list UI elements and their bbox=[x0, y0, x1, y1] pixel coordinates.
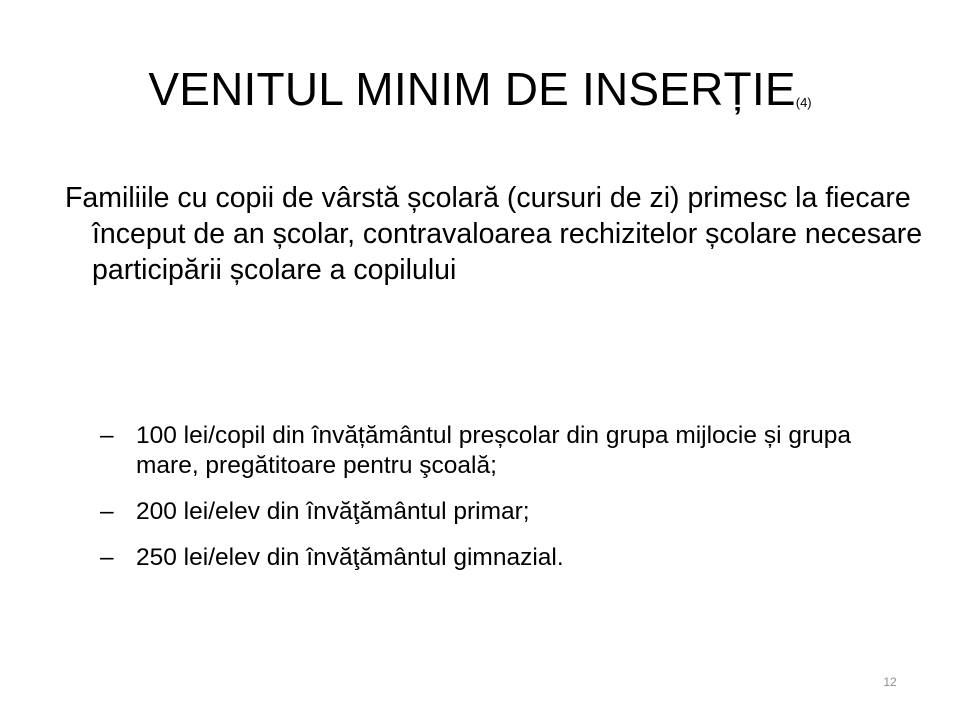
dash-bullet: – bbox=[100, 544, 114, 571]
slide-title bbox=[0, 62, 960, 117]
dash-bullet: – bbox=[100, 498, 114, 525]
slide-title-superscript: (4) bbox=[795, 95, 812, 110]
body-paragraph: Familiile cu copii de vârstă școlară (cursuri de zi) primesc la fiecare început de an școlar, contravaloarea rechizitelor școlare necesare participării școlare a copilului bbox=[65, 182, 923, 286]
dash-bullet: – bbox=[100, 422, 114, 449]
list-item-text: 250 lei/elev din învăţământul gimnazial. bbox=[136, 544, 564, 571]
list-item-text: 200 lei/elev din învăţământul primar; bbox=[136, 498, 530, 525]
page-number: 12 bbox=[883, 675, 897, 689]
slide-body bbox=[65, 180, 925, 288]
list-item-text: 100 lei/copil din învățământul preșcolar din grupa mijlocie și grupa mare, pregătitoare pentru şcoală; bbox=[136, 422, 851, 479]
list-item bbox=[100, 421, 920, 481]
list-item bbox=[100, 497, 920, 527]
list-item bbox=[100, 543, 920, 573]
sub-bullet-list bbox=[100, 421, 920, 589]
slide-title-text: VENITUL MINIM DE INSERȚIE bbox=[148, 63, 796, 115]
